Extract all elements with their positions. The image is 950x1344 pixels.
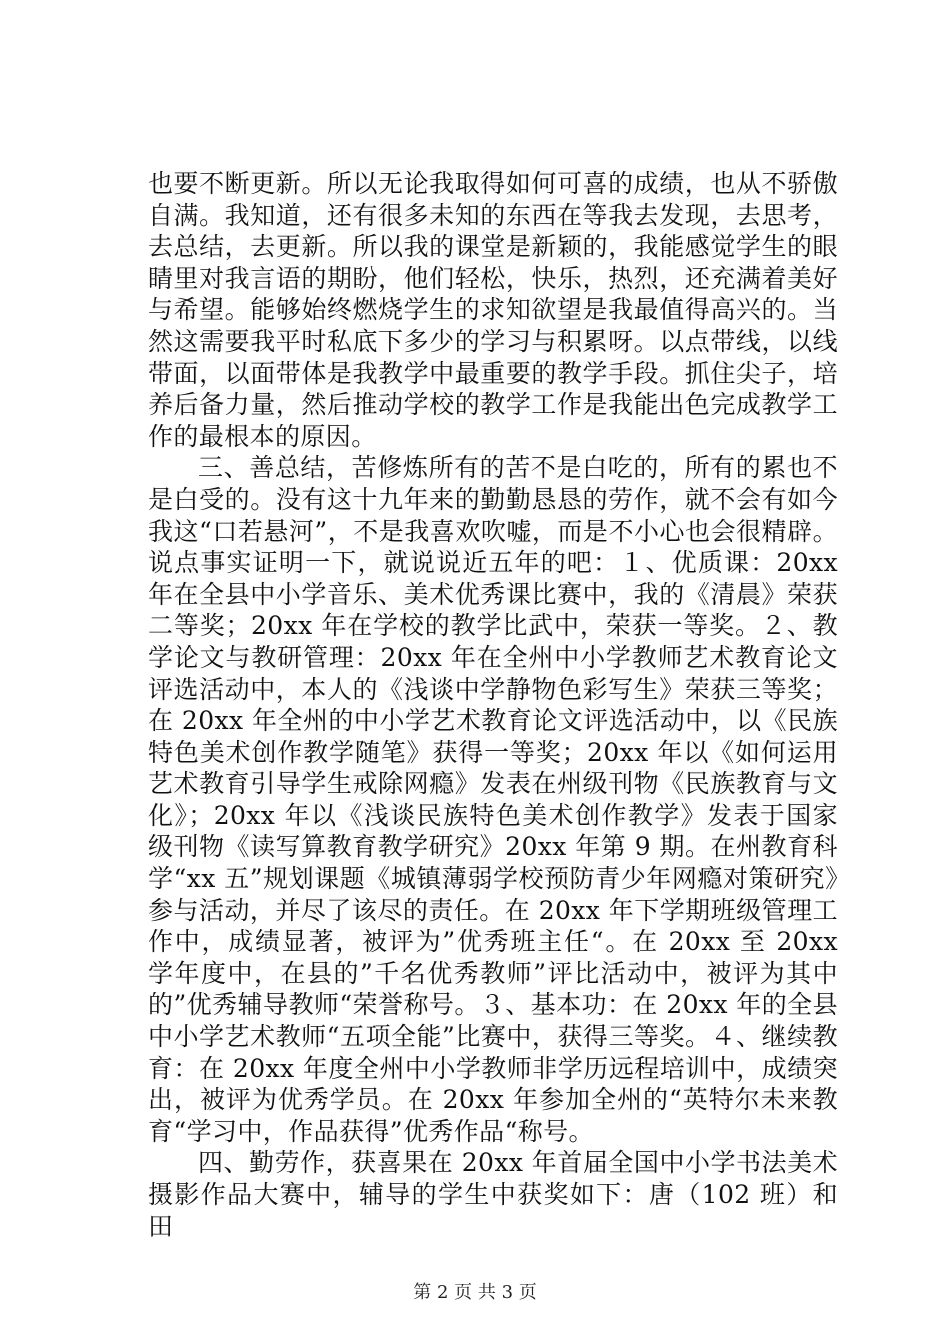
page-number-footer: 第 2 页 共 3 页	[413, 1282, 537, 1303]
paragraph-1: 也要不断更新。所以无论我取得如何可喜的成绩，也从不骄傲自满。我知道，还有很多未知的东西在等我去发现，去思考，去总结，去更新。所以我的课堂是新颖的，我能感觉学生的眼睛里对我言语的期盼，他们轻松，快乐，热烈，还充满着美好与希望。能够始终燃烧学生的求知欲望是我最值得高兴的。当然这需要我平时私底下多少的学习与积累呀。以点带线，以线带面，以面带体是我教学中最重要的教学手段。抓住尖子，培养后备力量，然后推动学校的教学工作是我能出色完成教学工作的最根本的原因。	[148, 169, 838, 451]
paragraph-3: 四、勤劳作，获喜果在 20xx 年首届全国中小学书法美术摄影作品大赛中，辅导的学生中获奖如下：唐（102 班）和田	[148, 1148, 838, 1241]
document-body	[148, 168, 838, 1242]
paragraph-2: 三、善总结，苦修炼所有的苦不是白吃的，所有的累也不是白受的。没有这十九年来的勤勤恳恳的劳作，就不会有如今我这“口若悬河”，不是我喜欢吹嘘，而是不小心也会很精辟。说点事实证明一下，就说说近五年的吧：１、优质课：20xx 年在全县中小学音乐、美术优秀课比赛中，我的《清晨》荣获二等奖；20xx 年在学校的教学比武中，荣获一等奖。２、教学论文与教研管理：20xx 年在全州中小学教师艺术教育论文评选活动中，本人的《浅谈中学静物色彩写生》荣获三等奖；在 20xx 年全州的中小学艺术教育论文评选活动中，以《民族特色美术创作教学随笔》获得一等奖；20xx 年以《如何运用艺术教育引导学生戒除网瘾》发表在州级刊物《民族教育与文化》；20xx 年以《浅谈民族特色美术创作教学》发表于国家级刊物《读写算教育教学研究》20xx 年第 9 期。在州教育科学“xx 五”规划课题《城镇薄弱学校预防青少年网瘾对策研究》参与活动，并尽了该尽的责任。在 20xx 年下学期班级管理工作中，成绩显著，被评为”优秀班主任“。在 20xx 至 20xx 学年度中，在县的”千名优秀教师”评比活动中，被评为其中的”优秀辅导教师“荣誉称号。３、基本功：在 20xx 年的全县中小学艺术教师“五项全能”比赛中，获得三等奖。４、继续教育：在 20xx 年度全州中小学教师非学历远程培训中，成绩突出，被评为优秀学员。在 20xx 年参加全州的“英特尔未来教育“学习中，作品获得”优秀作品“称号。	[148, 453, 838, 1146]
